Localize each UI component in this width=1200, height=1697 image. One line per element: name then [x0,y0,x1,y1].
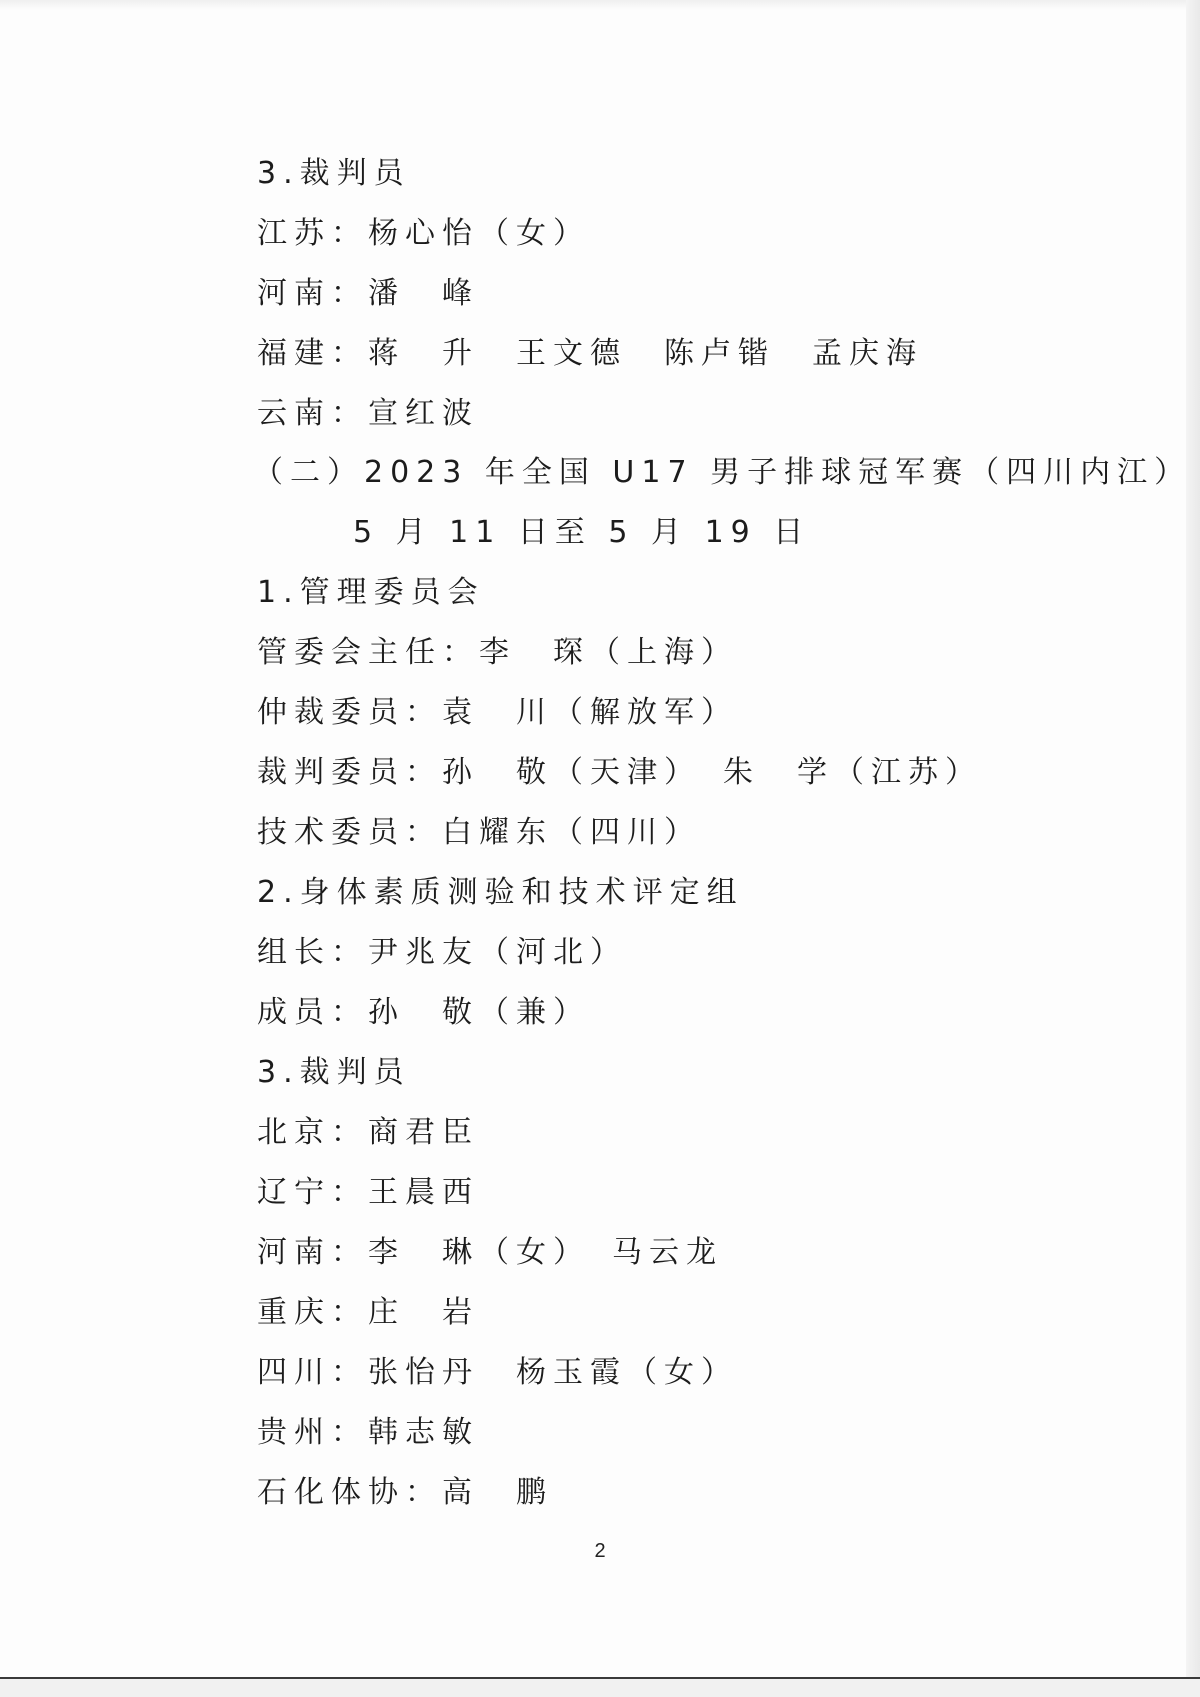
referee-committee-members: 裁判委员：孙 敬（天津） 朱 学（江苏） [257,755,982,790]
group-member: 成员：孙 敬（兼） [257,995,590,1030]
referee-line-beijing: 北京：商君臣 [257,1115,479,1150]
referee-line-sinopec: 石化体协：高 鹏 [257,1475,553,1510]
arbitration-member: 仲裁委员：袁 川（解放军） [257,695,738,730]
section-heading-referees-2: 3.裁判员 [257,1055,411,1090]
referee-line-henan: 河南：潘 峰 [257,276,479,311]
scan-edge-top [0,0,1200,10]
section-heading-referees: 3.裁判员 [257,156,411,191]
page-number: 2 [594,1540,606,1562]
event-dates: 5 月 11 日至 5 月 19 日 [353,515,811,550]
referee-line-chongqing: 重庆：庄 岩 [257,1295,479,1330]
referee-line-henan-2: 河南：李 琳（女） 马云龙 [257,1235,723,1270]
referee-line-jiangsu: 江苏：杨心怡（女） [257,216,590,251]
technical-committee-member: 技术委员：白耀东（四川） [257,815,701,850]
scan-edge-bottom [0,1677,1200,1697]
group-leader: 组长：尹兆友（河北） [257,935,627,970]
management-director: 管委会主任：李 琛（上海） [257,635,738,670]
referee-line-sichuan: 四川：张怡丹 杨玉霞（女） [257,1355,738,1390]
referee-line-fujian: 福建：蒋 升 王文德 陈卢锴 孟庆海 [257,336,923,371]
event-heading: （二）2023 年全国 U17 男子排球冠军赛（四川内江） [253,455,1192,490]
scan-edge-right [1186,0,1200,1697]
section-heading-management: 1.管理委员会 [257,575,485,610]
section-heading-fitness-group: 2.身体素质测验和技术评定组 [257,875,744,910]
referee-line-liaoning: 辽宁：王晨西 [257,1175,479,1210]
referee-line-guizhou: 贵州：韩志敏 [257,1415,479,1450]
referee-line-yunnan: 云南：宣红波 [257,396,479,431]
